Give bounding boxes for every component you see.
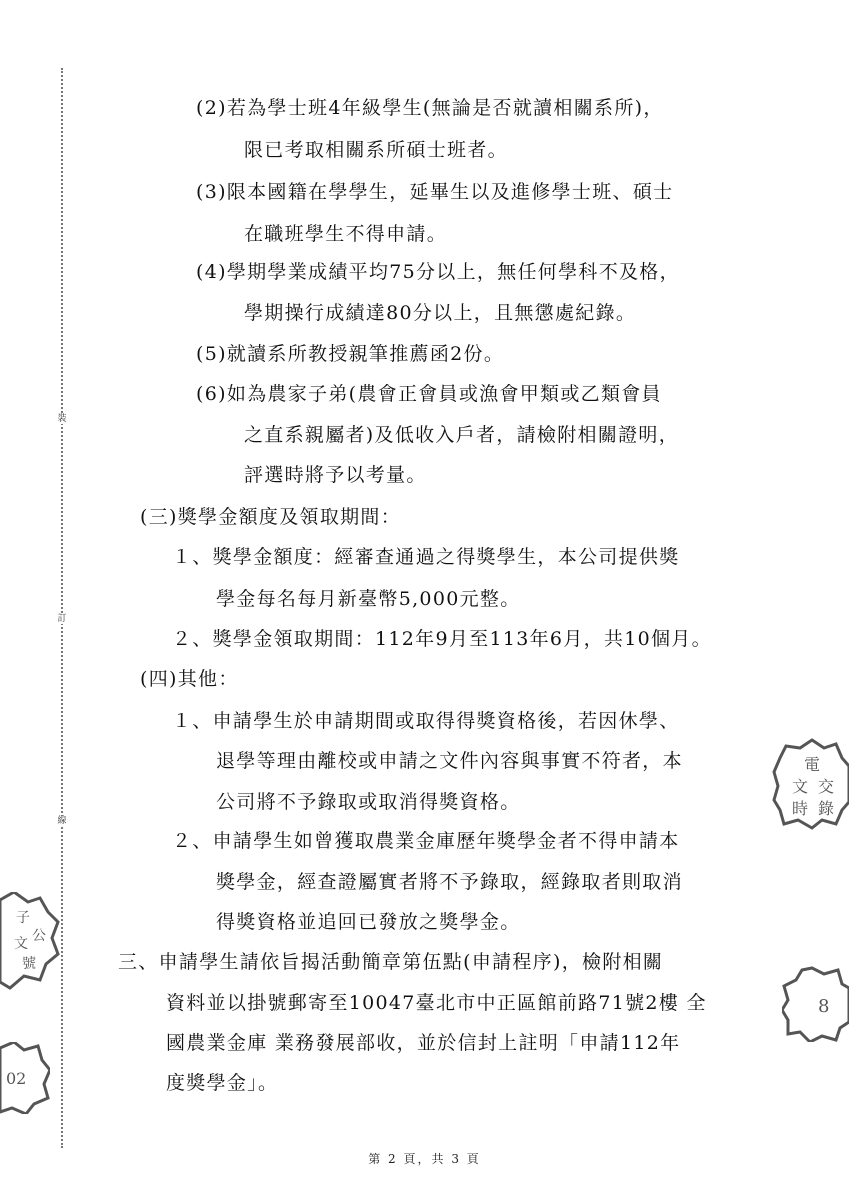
section-3-b-line1 xyxy=(172,627,712,651)
section-4-b-text: 申請學生如曾獲取農業金庫歷年獎學金者不得申請本 xyxy=(212,830,680,852)
section-4-a-line1 xyxy=(172,709,680,733)
section-4-b-line3: 得獎資格並追回已發放之獎學金。 xyxy=(216,911,521,933)
item-2-text: 若為學士班4年級學生(無論是否就讀相關系所)， xyxy=(226,97,664,119)
section-4-a-line2: 退學等理由離校或申請之文件內容與事實不符者，本 xyxy=(216,750,683,772)
seal-stamp-right-bottom-text: 8 xyxy=(818,996,830,1017)
article-3-line4: 度獎學金」。 xyxy=(166,1072,279,1094)
section-4-a-line3: 公司將不予錄取或取消得獎資格。 xyxy=(216,791,521,813)
svg-text:時: 時 xyxy=(791,799,809,818)
svg-text:文: 文 xyxy=(791,777,809,796)
svg-text:交: 交 xyxy=(817,777,835,796)
section-3-b-marker: ２、 xyxy=(172,628,213,650)
section-3-a-line2: 學金每名每月新臺幣5,000元整。 xyxy=(216,588,521,610)
binding-label-middle: 訂 xyxy=(57,614,67,624)
binding-dotted-line xyxy=(61,68,63,1148)
article-3-marker: 三、 xyxy=(118,951,159,973)
section-3-a-marker: １、 xyxy=(172,546,213,568)
item-3-marker: (3) xyxy=(196,181,227,203)
seal-stamp-left-bottom-text: 02 xyxy=(6,1069,27,1088)
article-3-line3: 國農業金庫 業務發展部收，並於信封上註明「申請112年 xyxy=(166,1032,681,1054)
section-4-a-marker: １、 xyxy=(172,710,213,732)
item-2-marker: (2) xyxy=(196,97,227,119)
item-5-line1 xyxy=(196,342,504,366)
item-6-marker: (6) xyxy=(196,383,227,405)
section-4-a-text: 申請學生於申請期間或取得得獎資格後，若因休學、 xyxy=(212,710,680,732)
section-4-b-line2: 獎學金，經查證屬實者將不予錄取，經錄取者則取消 xyxy=(216,871,683,893)
svg-text:公: 公 xyxy=(32,928,46,944)
section-4-b-line1 xyxy=(172,829,680,853)
seal-stamp-right-top xyxy=(772,736,849,831)
binding-label-top: 裝 xyxy=(57,414,67,424)
article-3-line2: 資料並以掛號郵寄至10047臺北市中正區館前路71號2樓 全 xyxy=(166,992,707,1014)
section-4-b-marker: ２、 xyxy=(172,830,213,852)
item-3-text: 限本國籍在學學生，延畢生以及進修學士班、碩士 xyxy=(226,181,674,203)
binding-label-bottom: 線 xyxy=(57,816,67,826)
page-number: 第 2 頁，共 3 頁 xyxy=(368,1152,481,1166)
item-4-text: 學期學業成績平均75分以上，無任何學科不及格， xyxy=(226,261,680,283)
item-2-line1 xyxy=(196,96,664,120)
svg-text:電: 電 xyxy=(803,755,821,774)
article-3-text: 申請學生請依旨揭活動簡章第伍點(申請程序)，檢附相關 xyxy=(158,951,664,973)
item-6-text: 如為農家子弟(農會正會員或漁會甲類或乙類會員 xyxy=(226,383,662,405)
item-3-line1 xyxy=(196,180,673,204)
item-6-line1 xyxy=(196,382,662,406)
section-3-heading: (三)獎學金額度及領取期間： xyxy=(140,506,402,528)
svg-text:子: 子 xyxy=(16,910,30,926)
section-4-heading: (四)其他： xyxy=(140,668,239,690)
article-3-line1 xyxy=(118,950,663,974)
section-3-a-line1 xyxy=(172,545,680,569)
section-3-a-text: 獎學金額度：經審查通過之得獎學生，本公司提供獎 xyxy=(212,546,680,568)
section-3-b-text: 獎學金領取期間：112年9月至113年6月，共10個月。 xyxy=(212,628,712,650)
item-3-line2: 在職班學生不得申請。 xyxy=(244,223,448,245)
item-5-marker: (5) xyxy=(196,343,227,365)
seal-stamp-left-bottom xyxy=(0,1042,50,1114)
svg-text:號: 號 xyxy=(22,956,36,972)
item-4-line2: 學期操行成績達80分以上，且無懲處紀錄。 xyxy=(244,302,637,324)
svg-text:文: 文 xyxy=(14,936,28,952)
seal-stamp-right-bottom xyxy=(782,966,849,1042)
item-6-line3: 評選時將予以考量。 xyxy=(244,464,427,486)
item-2-line2: 限已考取相關系所碩士班者。 xyxy=(244,139,508,161)
svg-text:錄: 錄 xyxy=(817,799,835,818)
item-4-marker: (4) xyxy=(196,261,227,283)
item-6-line2: 之直系親屬者)及低收入戶者，請檢附相關證明， xyxy=(244,424,680,446)
seal-stamp-left-middle xyxy=(0,892,60,992)
item-4-line1 xyxy=(196,260,680,284)
item-5-text: 就讀系所教授親筆推薦函2份。 xyxy=(226,343,505,365)
